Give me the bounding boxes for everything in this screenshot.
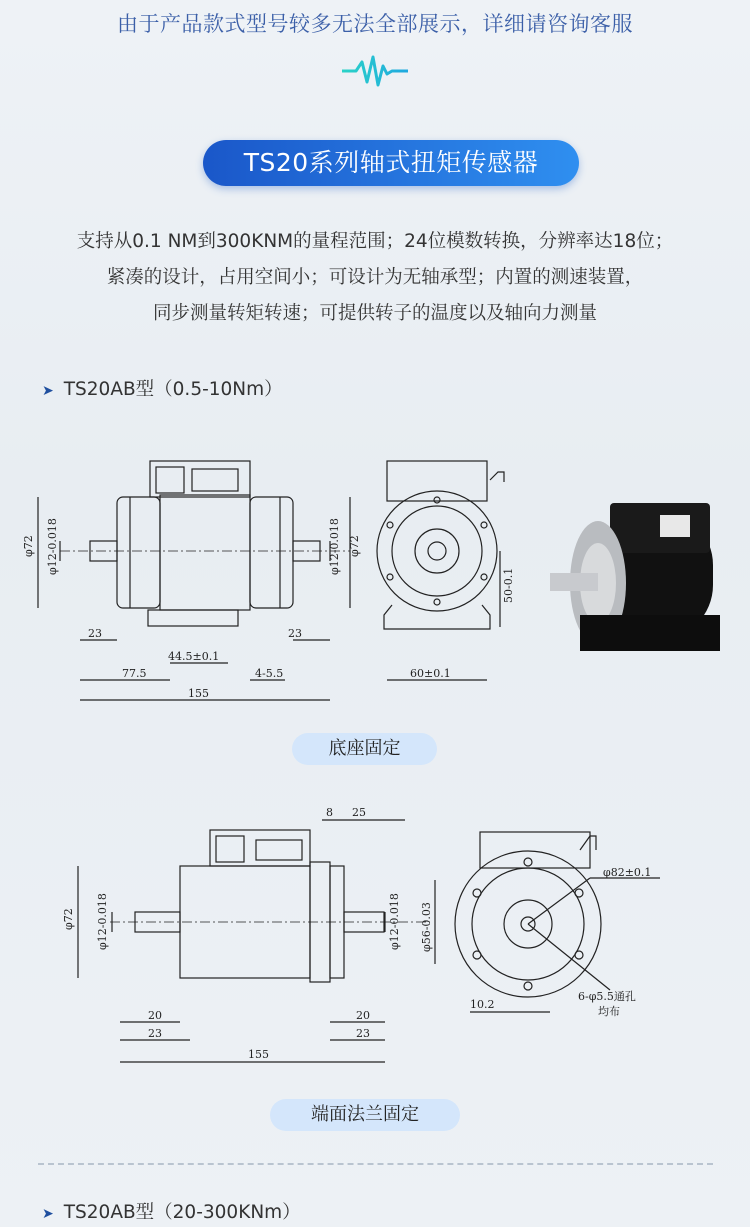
dim-50: 50-0.1 — [502, 567, 515, 603]
section-heading-1 — [42, 375, 283, 401]
intro-line: 紧凑的设计，占用空间小；可设计为无轴承型；内置的测速装置， — [106, 267, 644, 288]
dim-phi72: φ72 — [22, 535, 35, 557]
section-heading-2 — [42, 1198, 301, 1224]
arrow-icon: ➤ — [42, 1206, 54, 1222]
dim-155: 155 — [248, 1048, 269, 1061]
dim-holes: 6-φ5.5通孔 — [578, 990, 636, 1003]
dim-8: 8 — [326, 806, 333, 819]
top-note: 由于产品款式型号较多无法全部展示，详细请咨询客服 — [117, 12, 633, 36]
dim-phi12: φ12-0.018 — [46, 518, 59, 575]
dim-44-5: 44.5±0.1 — [168, 650, 220, 663]
dim-phi72: φ72 — [62, 908, 75, 930]
dim-4-5-5: 4-5.5 — [255, 667, 284, 680]
intro-line: 支持从0.1 NM到300KNM的量程范围；24位模数转换，分辨率达18位； — [76, 231, 674, 252]
section-heading-text: TS20AB型（20-300KNm） — [63, 1202, 301, 1223]
dim-23: 23 — [88, 627, 102, 640]
dim-10-2: 10.2 — [470, 998, 495, 1011]
dim-23: 23 — [148, 1027, 162, 1040]
dim-23: 23 — [288, 627, 302, 640]
intro-line: 同步测量转矩转速；可提供转子的温度以及轴向力测量 — [152, 303, 597, 324]
intro-text — [0, 224, 750, 332]
dim-phi82: φ82±0.1 — [603, 866, 652, 879]
divider — [38, 1163, 713, 1165]
caption-flange-mount: 端面法兰固定 — [270, 1099, 460, 1131]
caption-base-mount: 底座固定 — [292, 733, 437, 765]
dim-25: 25 — [352, 806, 366, 819]
wave-icon — [342, 54, 408, 88]
dim-77-5: 77.5 — [122, 667, 147, 680]
page-title: TS20系列轴式扭矩传感器 — [203, 140, 579, 186]
dim-60: 60±0.1 — [410, 667, 451, 680]
arrow-icon: ➤ — [42, 383, 54, 399]
dim-phi56: φ56-0.03 — [420, 902, 433, 952]
section-heading-text: TS20AB型（0.5-10Nm） — [63, 379, 283, 400]
dim-phi12-right: φ12-0.018 — [328, 518, 341, 575]
dim-20: 20 — [148, 1009, 162, 1022]
dim-phi12-right: φ12-0.018 — [388, 893, 401, 950]
dim-20: 20 — [356, 1009, 370, 1022]
drawing-base-mount — [20, 455, 740, 715]
dim-23: 23 — [356, 1027, 370, 1040]
dim-155: 155 — [188, 687, 209, 700]
dim-phi72-right: φ72 — [348, 535, 361, 557]
dim-phi12: φ12-0.018 — [96, 893, 109, 950]
dim-even: 均布 — [598, 1005, 620, 1018]
drawing-flange-mount — [50, 800, 730, 1075]
product-photo — [550, 503, 720, 651]
